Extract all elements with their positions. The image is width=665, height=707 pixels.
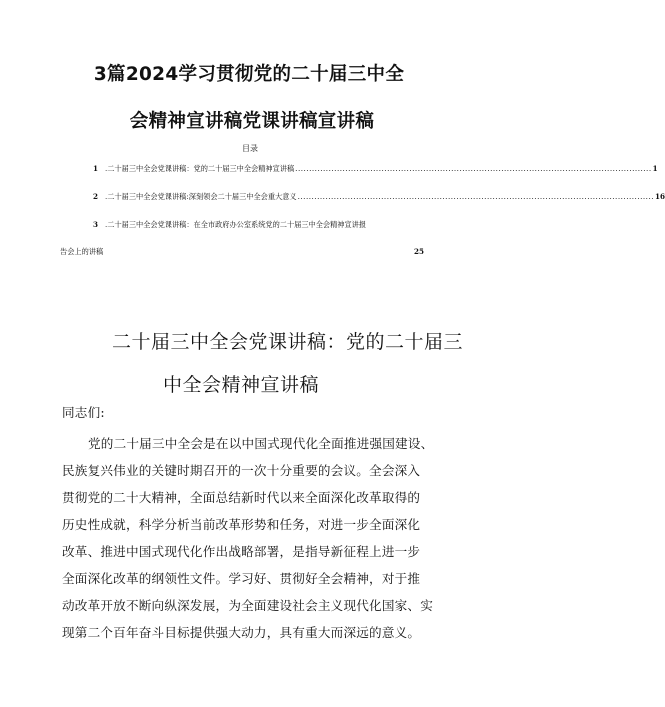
paragraph-line: 贯彻党的二十大精神，全面总结新时代以来全面深化改革取得的 [62,490,421,505]
toc-heading: 目录 [242,144,258,153]
toc-entry-text: .二十届三中全会党课讲稿：在全市政府办公室系统党的二十届三中全会精神宣讲报 [105,220,367,229]
paragraph-line: 党的二十届三中全会是在以中国式现代化全面推进强国建设、 [88,436,434,451]
salutation: 同志们: [62,405,105,420]
paragraph-line: 动改革开放不断向纵深发展，为全面建设社会主义现代化国家、实 [62,598,434,613]
paragraph-line: 历史性成就，科学分析当前改革形势和任务，对进一步全面深化 [62,517,421,532]
toc-entry[interactable] [93,164,658,174]
section-title-line-1: 二十届三中全会党课讲稿：党的二十届三 [112,331,464,353]
paragraph-line: 现第二个百年奋斗目标提供强大动力，具有重大而深远的意义。 [62,625,421,640]
paragraph-line: 全面深化改革的纲领性文件。学习好、贯彻好全会精神，对于推 [62,571,421,586]
paragraph-line: 改革、推进中国式现代化作出战略部署，是指导新征程上进一步 [62,544,421,559]
toc-entry-continuation[interactable] [60,247,424,257]
toc-leader-dots: ................................................................................................................................ [295,164,652,173]
document-title-line-1: 3篇2024学习贯彻党的二十届三中全 [93,64,405,85]
paragraph-line: 民族复兴伟业的关键时期召开的一次十分重要的会议。全会深入 [62,463,421,478]
toc-entry-page: 16 [655,192,665,201]
section-title-line-2: 中全会精神宣讲稿 [163,374,320,396]
toc-entry-number: 3 [93,220,99,229]
toc-entry[interactable] [93,192,665,202]
toc-entry-number: 1 [93,164,99,173]
document-title-line-2: 会精神宣讲稿党课讲稿宣讲稿 [129,111,375,132]
toc-entry-text-continuation: 告会上的讲稿 [60,247,104,256]
toc-entry-page: 1 [652,164,658,173]
toc-entry-text: .二十届三中全会党课讲稿:深刻领会二十届三中全会重大意义 [105,192,297,201]
toc-entry-page: 25 [413,247,424,256]
toc-leader-dots: ................................................................................................................................ [297,192,655,201]
toc-entry[interactable] [93,220,423,230]
toc-entry-text: .二十届三中全会党课讲稿：党的二十届三中全会精神宣讲稿 [105,164,295,173]
toc-entry-number: 2 [93,192,99,201]
